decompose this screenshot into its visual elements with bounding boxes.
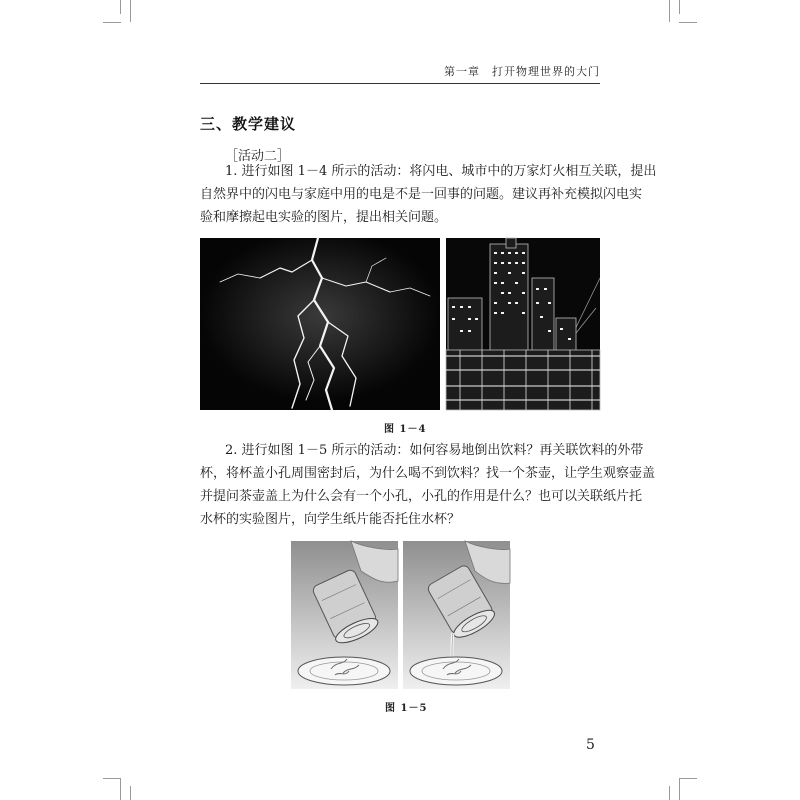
- crop-mark-top-left-h: [103, 22, 121, 23]
- section-title: 三、教学建议: [200, 115, 297, 133]
- lightning-icon: [200, 238, 440, 410]
- running-head: 第一章 打开物理世界的大门: [444, 65, 600, 78]
- crop-mark-bottom-left-v: [120, 778, 121, 800]
- crop-mark-bottom-left-h: [103, 778, 121, 779]
- bottle-icon: [403, 541, 510, 689]
- paragraph-2-line-1: 2. 进行如图 1－5 所示的活动：如何容易地倒出饮料？再关联饮料的外带: [225, 443, 644, 458]
- header-rule: [200, 83, 600, 84]
- paragraph-2-line-2: 杯，将杯盖小孔周围密封后，为什么喝不到饮料？找一个茶壶，让学生观察壶盖: [200, 466, 656, 481]
- page-number: 5: [586, 737, 595, 753]
- crop-mark-bottom-left-v2: [130, 786, 131, 800]
- paragraph-1-line-2: 自然界中的闪电与家庭中用的电是不是一回事的问题。建议再补充模拟闪电实: [200, 187, 643, 202]
- pouring-bottle-photo-2: [403, 541, 510, 689]
- paragraph-1-line-1: 1. 进行如图 1－4 所示的活动：将闪电、城市中的万家灯火相互关联，提出: [225, 164, 657, 179]
- bottle-icon: [291, 541, 398, 689]
- city-night-icon: [446, 238, 600, 410]
- pouring-bottle-photo-1: [291, 541, 398, 689]
- crop-mark-bottom-right-v: [669, 786, 670, 800]
- crop-mark-top-left-v2: [130, 0, 131, 22]
- figure-1-4-caption: 图 1－4: [384, 424, 427, 435]
- crop-mark-bottom-right-v2: [679, 778, 680, 800]
- crop-mark-top-right-v2: [679, 0, 680, 14]
- paragraph-2: [200, 439, 656, 531]
- crop-mark-top-left-v: [120, 0, 121, 14]
- paragraph-1: [200, 160, 657, 229]
- crop-mark-top-right-h: [679, 22, 697, 23]
- crop-mark-bottom-right-h: [679, 778, 697, 779]
- crop-mark-top-right-v: [669, 0, 670, 22]
- paragraph-2-line-4: 水杯的实验图片，向学生纸片能否托住水杯？: [200, 512, 461, 527]
- paragraph-2-line-3: 并提问茶壶盖上为什么会有一个小孔，小孔的作用是什么？也可以关联纸片托: [200, 489, 643, 504]
- paragraph-1-line-3: 验和摩擦起电实验的图片，提出相关问题。: [200, 210, 448, 225]
- activity-label: ［活动二］: [225, 149, 291, 164]
- figure-1-5-caption: 图 1－5: [385, 703, 428, 714]
- city-lights-photo: [446, 238, 600, 410]
- lightning-photo: [200, 238, 440, 410]
